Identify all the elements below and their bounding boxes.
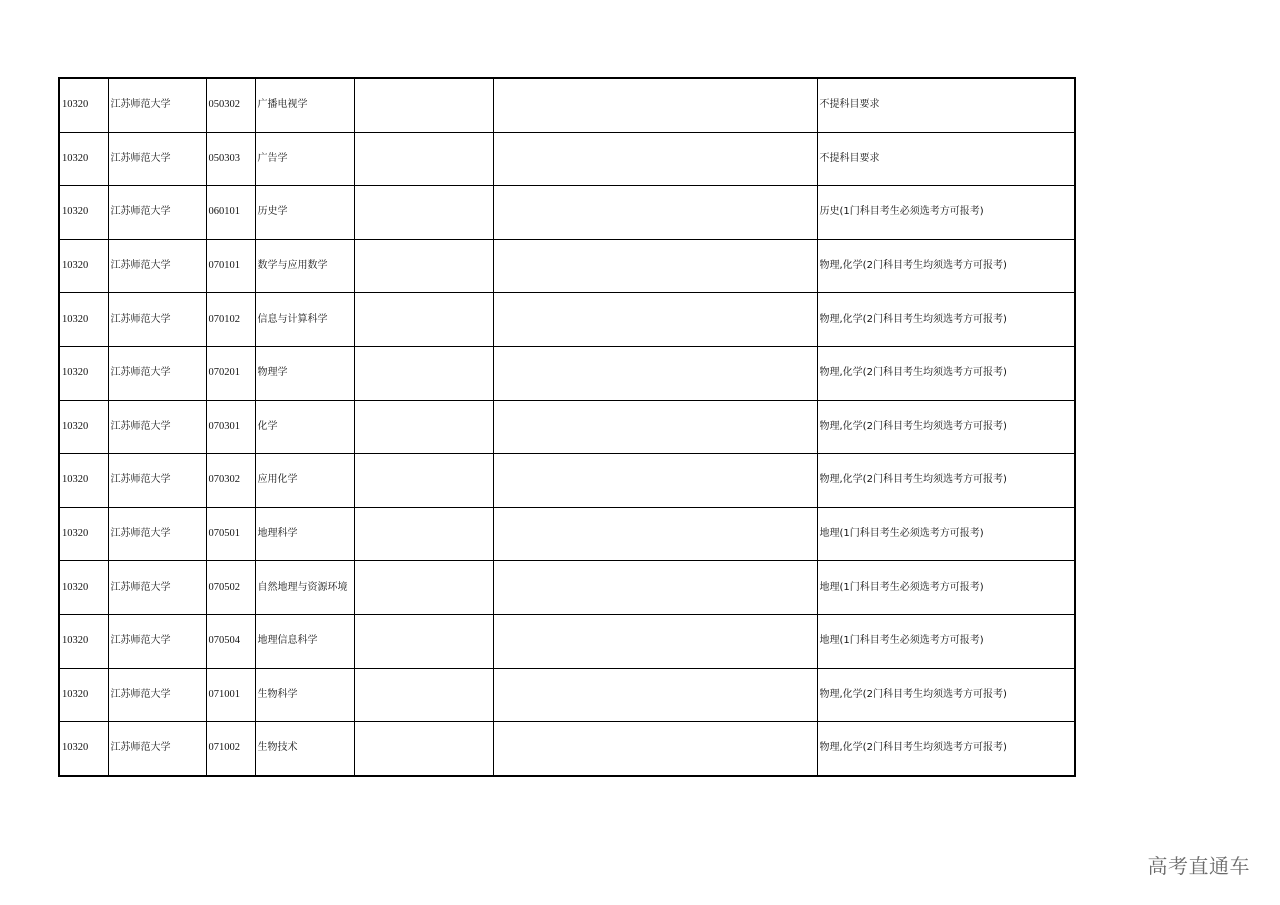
cell-blank-6 — [493, 561, 817, 615]
cell-school-code: 10320 — [59, 561, 108, 615]
cell-blank-6 — [493, 507, 817, 561]
cell-blank-5 — [354, 400, 493, 454]
cell-school-code: 10320 — [59, 346, 108, 400]
cell-major-name: 历史学 — [255, 186, 354, 240]
cell-blank-6 — [493, 346, 817, 400]
cell-major-name: 广播电视学 — [255, 78, 354, 132]
cell-major-code: 070301 — [206, 400, 255, 454]
cell-blank-5 — [354, 132, 493, 186]
cell-major-name: 自然地理与资源环境 — [255, 561, 354, 615]
cell-school-code: 10320 — [59, 668, 108, 722]
cell-subject-requirement: 地理(1门科目考生必须选考方可报考) — [817, 507, 1075, 561]
cell-school-name: 江苏师范大学 — [108, 561, 206, 615]
cell-major-code: 070502 — [206, 561, 255, 615]
cell-school-code: 10320 — [59, 132, 108, 186]
table-row — [59, 614, 1075, 668]
cell-school-name: 江苏师范大学 — [108, 400, 206, 454]
cell-major-code: 070102 — [206, 293, 255, 347]
table-row — [59, 78, 1075, 132]
cell-blank-6 — [493, 293, 817, 347]
cell-school-name: 江苏师范大学 — [108, 186, 206, 240]
cell-major-code: 070302 — [206, 454, 255, 508]
cell-blank-5 — [354, 78, 493, 132]
cell-major-name: 生物技术 — [255, 722, 354, 776]
cell-blank-6 — [493, 186, 817, 240]
table-row — [59, 132, 1075, 186]
cell-blank-6 — [493, 78, 817, 132]
table-row — [59, 722, 1075, 776]
cell-school-name: 江苏师范大学 — [108, 293, 206, 347]
cell-subject-requirement: 历史(1门科目考生必须选考方可报考) — [817, 186, 1075, 240]
cell-major-name: 地理信息科学 — [255, 614, 354, 668]
cell-blank-6 — [493, 132, 817, 186]
cell-subject-requirement: 物理,化学(2门科目考生均须选考方可报考) — [817, 239, 1075, 293]
cell-subject-requirement: 不提科目要求 — [817, 132, 1075, 186]
cell-subject-requirement: 物理,化学(2门科目考生均须选考方可报考) — [817, 454, 1075, 508]
watermark-text: 高考直通车 — [1147, 854, 1250, 878]
table-row — [59, 186, 1075, 240]
cell-major-code: 070201 — [206, 346, 255, 400]
cell-blank-6 — [493, 400, 817, 454]
cell-subject-requirement: 地理(1门科目考生必须选考方可报考) — [817, 561, 1075, 615]
cell-blank-5 — [354, 293, 493, 347]
table-row — [59, 668, 1075, 722]
cell-major-code: 060101 — [206, 186, 255, 240]
cell-school-name: 江苏师范大学 — [108, 78, 206, 132]
cell-blank-5 — [354, 561, 493, 615]
cell-blank-5 — [354, 507, 493, 561]
table-row — [59, 454, 1075, 508]
cell-school-name: 江苏师范大学 — [108, 346, 206, 400]
cell-school-code: 10320 — [59, 507, 108, 561]
cell-school-code: 10320 — [59, 239, 108, 293]
cell-blank-6 — [493, 239, 817, 293]
cell-major-code: 070504 — [206, 614, 255, 668]
cell-major-code: 070501 — [206, 507, 255, 561]
cell-subject-requirement: 物理,化学(2门科目考生均须选考方可报考) — [817, 668, 1075, 722]
cell-school-name: 江苏师范大学 — [108, 454, 206, 508]
cell-school-name: 江苏师范大学 — [108, 668, 206, 722]
cell-major-code: 071001 — [206, 668, 255, 722]
subject-requirements-table — [58, 77, 1076, 777]
cell-subject-requirement: 物理,化学(2门科目考生均须选考方可报考) — [817, 400, 1075, 454]
cell-school-name: 江苏师范大学 — [108, 614, 206, 668]
cell-major-code: 050303 — [206, 132, 255, 186]
cell-major-name: 化学 — [255, 400, 354, 454]
table-row — [59, 346, 1075, 400]
cell-school-name: 江苏师范大学 — [108, 132, 206, 186]
cell-school-code: 10320 — [59, 186, 108, 240]
cell-blank-5 — [354, 346, 493, 400]
table-row — [59, 239, 1075, 293]
cell-major-name: 广告学 — [255, 132, 354, 186]
cell-school-code: 10320 — [59, 293, 108, 347]
cell-blank-6 — [493, 722, 817, 776]
cell-subject-requirement: 物理,化学(2门科目考生均须选考方可报考) — [817, 346, 1075, 400]
cell-major-name: 应用化学 — [255, 454, 354, 508]
cell-major-name: 物理学 — [255, 346, 354, 400]
cell-blank-6 — [493, 454, 817, 508]
cell-school-code: 10320 — [59, 614, 108, 668]
cell-blank-5 — [354, 722, 493, 776]
cell-subject-requirement: 物理,化学(2门科目考生均须选考方可报考) — [817, 293, 1075, 347]
cell-subject-requirement: 地理(1门科目考生必须选考方可报考) — [817, 614, 1075, 668]
cell-blank-5 — [354, 239, 493, 293]
cell-blank-5 — [354, 668, 493, 722]
cell-major-name: 数学与应用数学 — [255, 239, 354, 293]
cell-major-code: 070101 — [206, 239, 255, 293]
cell-major-code: 050302 — [206, 78, 255, 132]
cell-school-code: 10320 — [59, 400, 108, 454]
cell-school-code: 10320 — [59, 722, 108, 776]
cell-blank-5 — [354, 614, 493, 668]
cell-school-name: 江苏师范大学 — [108, 507, 206, 561]
table-row — [59, 400, 1075, 454]
cell-blank-6 — [493, 614, 817, 668]
cell-major-name: 地理科学 — [255, 507, 354, 561]
cell-school-code: 10320 — [59, 78, 108, 132]
cell-school-name: 江苏师范大学 — [108, 239, 206, 293]
cell-blank-5 — [354, 186, 493, 240]
cell-major-code: 071002 — [206, 722, 255, 776]
table-body — [59, 78, 1075, 776]
cell-school-name: 江苏师范大学 — [108, 722, 206, 776]
cell-major-name: 信息与计算科学 — [255, 293, 354, 347]
cell-blank-5 — [354, 454, 493, 508]
table-row — [59, 293, 1075, 347]
table-row — [59, 507, 1075, 561]
cell-blank-6 — [493, 668, 817, 722]
table-row — [59, 561, 1075, 615]
cell-subject-requirement: 物理,化学(2门科目考生均须选考方可报考) — [817, 722, 1075, 776]
cell-school-code: 10320 — [59, 454, 108, 508]
cell-subject-requirement: 不提科目要求 — [817, 78, 1075, 132]
cell-major-name: 生物科学 — [255, 668, 354, 722]
